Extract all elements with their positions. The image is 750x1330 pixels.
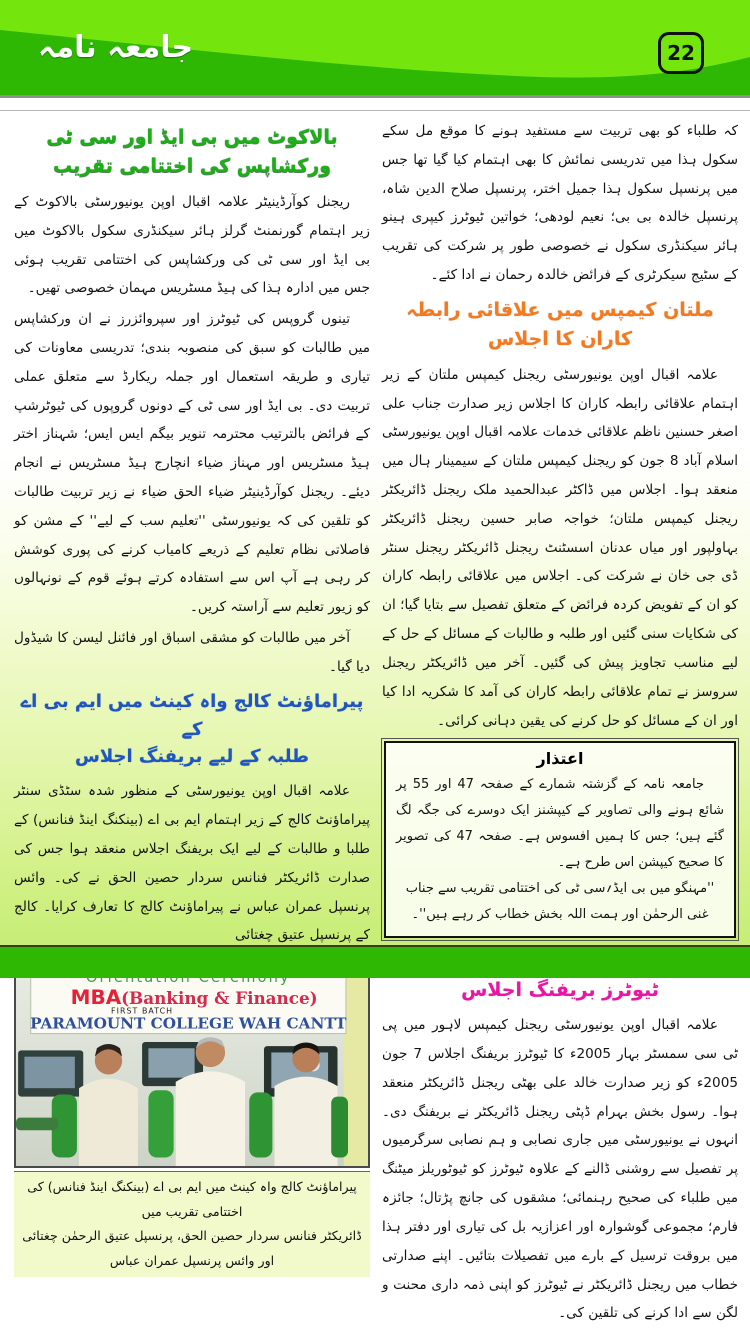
page-header [0,0,750,95]
heading-line: طلبہ کے لیے بریفنگ اجلاس [74,746,310,768]
masthead-logo: جامعہ نامہ [38,30,194,65]
seated-men [79,1037,337,1166]
photo-caption [14,1171,370,1277]
banner-mba: MBA [70,985,122,1010]
photo-frame [14,958,370,1168]
footer-green-bar [0,947,750,978]
page-footer [0,945,750,978]
banner-banking: (Banking & Finance) [121,988,318,1009]
page-content [0,111,750,1330]
page-number-badge: 22 [658,32,704,74]
apology-title: اعتذار [536,749,584,769]
article-heading-multan: ملتان کیمپس میں علاقائی رابطہ کاران کا اجلاس [406,298,714,351]
paragraph: علامہ اقبال اوپن یونیورسٹی کے منظور شدہ سٹڈی سنٹر پیراماؤنٹ کالج کے زیر اہتمام ایم بی اے (بینکنگ اینڈ فنانس) کے طلبا و طالبات کے لیے ایک بریفنگ اجلاس منعقد ہوا جس کی صدارت ڈائریکٹر فنانس سردار حصین الحق نے کی۔ وائس پرنسپل عمران عباس نے پیراماؤنٹ کالج کا تعارف کرایا۔ کالج کے پرنسپل عتیق چغتائی [14,783,370,944]
banner-batch: FIRST BATCH [111,1006,174,1016]
paragraph: علامہ اقبال اوپن یونیورسٹی ریجنل کیمپس ملتان کے زیر اہتمام علاقائی رابطہ کاران کا اجلاس زیر صدارت جناب علی اصغر حسنین ناظم علاقائی خدمات علامہ اقبال اوپن یونیورسٹی اسلام آباد 8 جون کو ریجنل کیمپس ملتان کے سیمینار ہال میں منعقد ہوا۔ اجلاس میں ڈاکٹر عبدالحمید ملک ریجنل ڈائریکٹر ریجنل کیمپس ملتان؛ خواجہ صابر حسین ریجنل ڈائریکٹر بہاولپور اور میاں عدنان اسسٹنٹ ریجنل ڈائریکٹر ریجنل سنٹر ڈی جی خان نے شرکت کی۔ اجلاس میں علاقائی رابطہ کاران کو ان کے تفویض کردہ فرائض کے متعلق تفصیل سے بتایا گیا؛ ان کی شکایات سنی گئیں اور طلبہ و طالبات کے مسائل کے حل کے لیے مناسب تجاویز پیش کی گئیں۔ آخر میں ڈائریکٹر ریجنل سروسز نے تمام علاقائی رابطہ کاران کی آمد کا شکریہ ادا کیا اور ان کے مسائل کو حل کرنے کی یقین دہانی کرائی۔ [382,366,738,729]
header-divider [0,95,750,111]
paragraph: علامہ اقبال اوپن یونیورسٹی ریجنل کیمپس لاہور میں پی ٹی سی سمسٹر بہار 2005ء کا ٹیوٹرز بریفنگ اجلاس 7 جون 2005ء کو زیر صدارت خالد علی بھٹی ریجنل ڈائریکٹر منعقد ہوا۔ رسول بخش بہرام ڈپٹی ریجنل ڈائریکٹر نے بریفنگ دی۔ انہوں نے یونیورسٹی میں جاری نصابی و ہم نصابی سرگرمیوں پر تفصیل سے روشنی ڈالنے کے علاوہ ٹیوٹرز کو ٹیوٹوریلز میٹنگ میں طلباء کی صحیح رہنمائی؛ مشقوں کی جانچ پڑتال؛ جائزہ فارم؛ مجموعی گوشوارہ اور اعزازیہ بل کی تیاری اور دفتر ہذا میں بروقت ترسیل کے بارے میں تفصیلات بتائیں۔ اپنے صدارتی خطاب میں ریجنل ڈائریکٹر نے ٹیوٹرز کو اپنی ذمہ داری محنت و لگن سے ادا کرنے کی تلقین کی۔ [382,1017,738,1322]
orientation-photo [16,960,368,1166]
caption-line: ڈائریکٹر فنانس سردار حصین الحق، پرنسپل عتیق الرحمٰن چغتائی اور وائس پرنسپل عمران عباس [22,1228,362,1268]
article-heading-balakot: بالاکوٹ میں بی ایڈ اور سی ٹی ورکشاپس کی اختتامی تقریب [46,126,338,178]
paragraph: کہ طلباء کو بھی تربیت سے مستفید ہونے کا موقع مل سکے سکول ہذا میں تدریسی نمائش کا بھی اہتمام کیا گیا تھا جس میں پرنسپل سکول ہذا جمیل اختر، پرنسپل صلاح الدین شاہ، پرنسپل خالدہ بی بی؛ نعیم لودھی؛ خواتین ٹیوٹرز کیپری ہینو ہائر سیکنڈری سکول نے خصوصی طور پر شرکت کی تقریب کے سٹیج سیکرٹری کے فرائض خالدہ رحمان نے ادا کئے۔ [382,123,738,284]
paragraph: آخر میں طالبات کو مشقی اسباق اور فائنل لیسن کا شیڈول دیا گیا۔ [14,630,370,675]
article-heading-paramount [14,688,370,772]
apology-box [384,741,736,938]
apology-text: جامعہ نامہ کے گزشتہ شمارے کے صفحہ 47 اور 55 پر شائع ہونے والی تصاویر کے کیپشنز ایک دوسرے کی جگہ لگ گئے ہیں؛ جس کا ہمیں افسوس ہے۔ صفحہ 47 کی تصویر کا صحیح کیپشن اس طرح ہے۔ [396,777,724,871]
photo-figure [14,958,370,1277]
heading-line: پیراماؤنٹ کالج واہ کینٹ میں ایم بی اے کے [20,690,364,740]
apology-quote: ''مہنگو میں بی ایڈ؍سی ٹی کی اختتامی تقریب سے جناب غنی الرحمٰن اور ہمت اللہ بخش خطاب کر رہے ہیں''۔ [405,881,715,923]
paragraph: تینوں گروپس کی ٹیوٹرز اور سپروائزرز نے ان ورکشاپس میں طالبات کو سبق کی منصوبہ بندی؛ تدریسی معاونات کی تیاری و طریقہ استعمال اور جملہ ریکارڈ سے متعلق عملی تربیت دی۔ بی ایڈ اور سی ٹی کے دونوں گروپوں کی ٹیوٹرشپ کے فرائض بالترتیب محترمہ تنویر بیگم ایس ایس؛ شہناز اختر ہیڈ مسٹریس اور مہناز ضیاء انچارج ہیڈ مسٹریس نے انجام دیئے۔ ریجنل کوآرڈینیٹر ضیاء الحق ضیاء نے زیر تربیت طالبات کو تلقین کی کہ یونیورسٹی ''تعلیم سب کے لیے'' کے مشن کو فاصلاتی نظام تعلیم کے ذریعے کامیاب کرنے کی پوری کوشش کر رہی ہے آپ اس سے استفادہ کرتے ہوئے قوم کے نونہالوں کو زیور تعلیم سے آراستہ کریں۔ [14,311,370,616]
caption-line: پیراماؤنٹ کالج واہ کینٹ میں ایم بی اے (بینکنگ اینڈ فنانس) کی اختتامی تقریب میں [27,1179,357,1219]
column-left [14,117,370,1330]
paragraph: ریجنل کوآرڈینیٹر علامہ اقبال اوپن یونیورسٹی بالاکوٹ کے زیر اہتمام گورنمنٹ گرلز ہائر سیکنڈری سکول بالاکوٹ میں بی ایڈ اور سی ٹی کی ورکشاپس کی اختتامی تقریب ہوئی جس میں ادارہ ہذا کی ہیڈ مسٹریس مہمان خصوصی تھیں۔ [14,193,370,297]
banner-college: PARAMOUNT COLLEGE WAH CANTT [30,1014,347,1033]
column-right [382,117,738,1330]
article-heading-lahore: ٹیوٹرز بریفنگ اجلاس [461,978,659,1001]
